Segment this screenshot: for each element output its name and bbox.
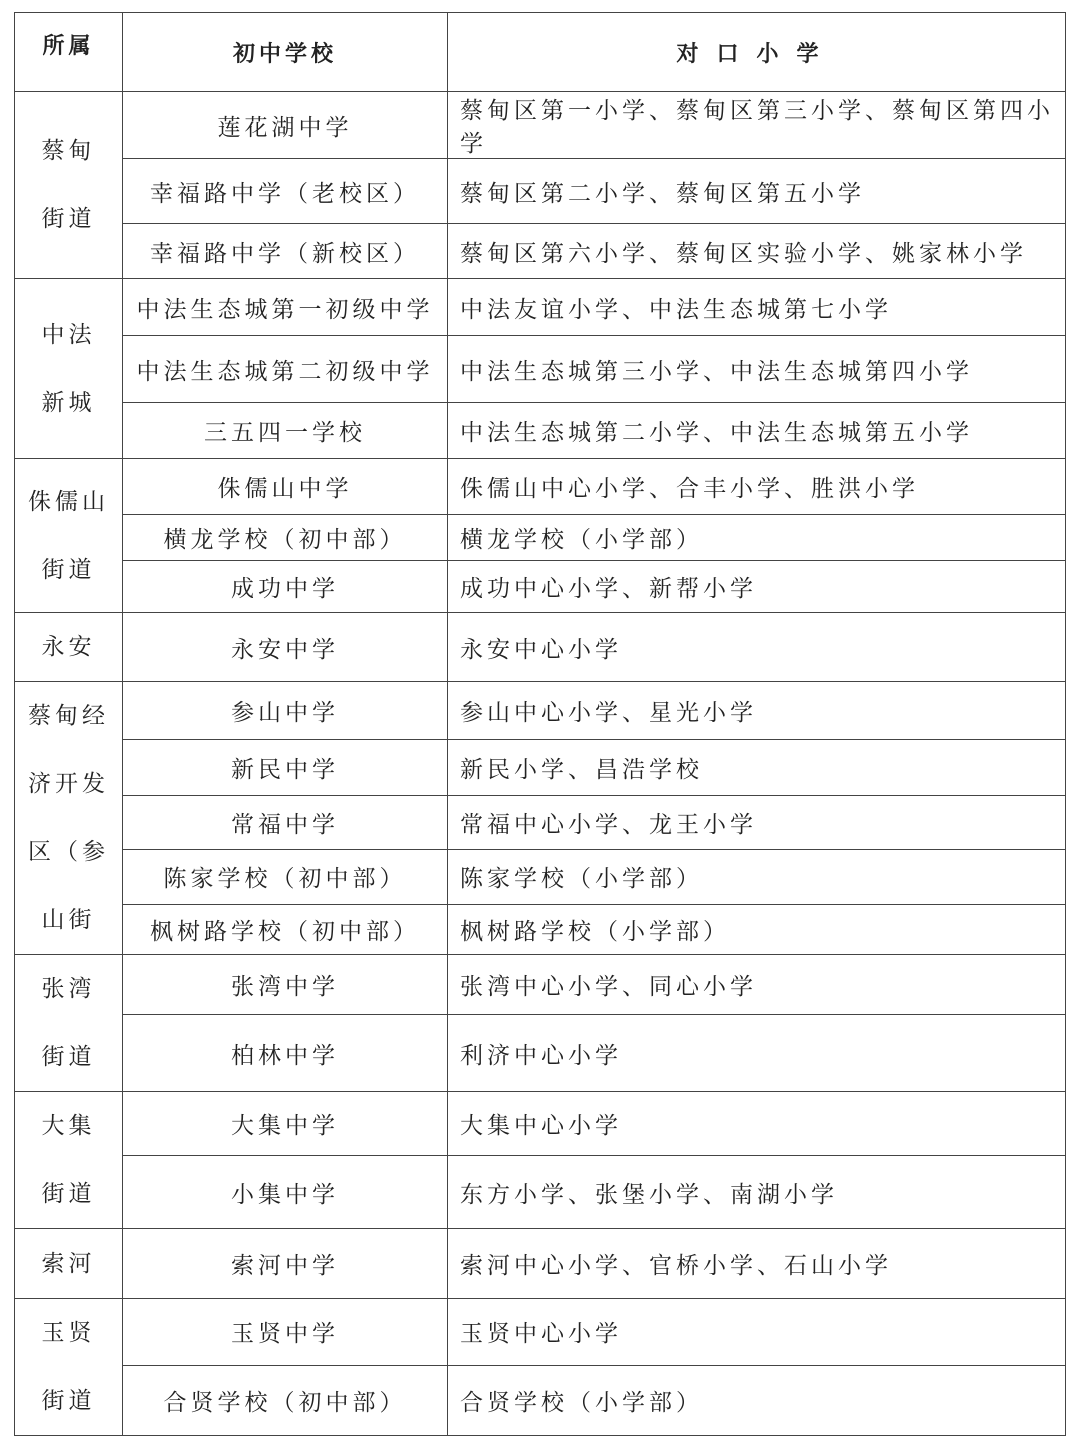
primary-school-cell: 侏儒山中心小学、合丰小学、胜洪小学 bbox=[448, 459, 1066, 515]
primary-school-cell: 常福中心小学、龙王小学 bbox=[448, 796, 1066, 849]
table-row bbox=[15, 561, 1066, 613]
table-row bbox=[15, 1365, 1066, 1435]
primary-school-cell: 大集中心小学 bbox=[448, 1092, 1066, 1156]
table-row bbox=[15, 1229, 1066, 1299]
primary-school-cell: 蔡甸区第六小学、蔡甸区实验小学、姚家林小学 bbox=[448, 224, 1066, 279]
middle-school-cell: 玉贤中学 bbox=[123, 1299, 448, 1366]
middle-school-cell: 莲花湖中学 bbox=[123, 92, 448, 159]
district-cell bbox=[15, 459, 123, 613]
district-label-line: 玉贤 bbox=[41, 1320, 96, 1346]
district-cell bbox=[15, 613, 123, 682]
header-district: 所属 bbox=[15, 13, 123, 92]
district-label-line: 中法 bbox=[41, 321, 96, 348]
table-row bbox=[15, 613, 1066, 682]
table-row bbox=[15, 1299, 1066, 1366]
middle-school-cell: 索河中学 bbox=[123, 1229, 448, 1299]
primary-school-cell: 参山中心小学、星光小学 bbox=[448, 682, 1066, 740]
primary-school-cell: 中法生态城第三小学、中法生态城第四小学 bbox=[448, 336, 1066, 403]
middle-school-cell: 枫树路学校（初中部） bbox=[123, 904, 448, 954]
district-label-line: 街道 bbox=[41, 556, 96, 583]
primary-school-cell: 中法生态城第二小学、中法生态城第五小学 bbox=[448, 403, 1066, 459]
district-label-line: 济开发 bbox=[28, 771, 109, 797]
header-primary-school: 对口小学 bbox=[448, 13, 1066, 92]
district-label-line: 永安 bbox=[41, 634, 96, 660]
middle-school-cell: 参山中学 bbox=[123, 682, 448, 740]
table-row bbox=[15, 904, 1066, 954]
district-label-line: 街道 bbox=[41, 1181, 96, 1207]
district-label-line: 山街 bbox=[41, 907, 96, 933]
table-row bbox=[15, 159, 1066, 224]
primary-school-cell: 蔡甸区第二小学、蔡甸区第五小学 bbox=[448, 159, 1066, 224]
table-row bbox=[15, 279, 1066, 336]
district-label-line: 街道 bbox=[41, 1044, 96, 1070]
table-row bbox=[15, 740, 1066, 796]
district-label-line: 街道 bbox=[41, 206, 96, 232]
district-cell bbox=[15, 279, 123, 459]
district-cell bbox=[15, 92, 123, 279]
primary-school-cell: 新民小学、昌浩学校 bbox=[448, 740, 1066, 796]
primary-school-cell: 永安中心小学 bbox=[448, 613, 1066, 682]
district-cell bbox=[15, 955, 123, 1092]
district-label-line: 张湾 bbox=[41, 976, 96, 1002]
middle-school-cell: 三五四一学校 bbox=[123, 403, 448, 459]
middle-school-cell: 成功中学 bbox=[123, 561, 448, 613]
table-row bbox=[15, 459, 1066, 515]
primary-school-cell: 枫树路学校（小学部） bbox=[448, 904, 1066, 954]
primary-school-cell: 索河中心小学、官桥小学、石山小学 bbox=[448, 1229, 1066, 1299]
middle-school-cell: 小集中学 bbox=[123, 1156, 448, 1229]
district-label-line: 大集 bbox=[41, 1113, 96, 1139]
primary-school-cell: 成功中心小学、新帮小学 bbox=[448, 561, 1066, 613]
primary-school-cell: 横龙学校（小学部） bbox=[448, 515, 1066, 561]
table-row bbox=[15, 1156, 1066, 1229]
district-label-line: 索河 bbox=[41, 1250, 96, 1277]
primary-school-cell: 玉贤中心小学 bbox=[448, 1299, 1066, 1366]
table-row bbox=[15, 1015, 1066, 1092]
table-header-row bbox=[15, 13, 1066, 92]
district-label-line: 蔡甸 bbox=[41, 138, 96, 164]
middle-school-cell: 中法生态城第二初级中学 bbox=[123, 336, 448, 403]
district-cell bbox=[15, 1229, 123, 1299]
middle-school-cell: 横龙学校（初中部） bbox=[123, 515, 448, 561]
table-row bbox=[15, 336, 1066, 403]
middle-school-cell: 侏儒山中学 bbox=[123, 459, 448, 515]
district-label-line: 新城 bbox=[41, 389, 96, 416]
table-row bbox=[15, 515, 1066, 561]
middle-school-cell: 幸福路中学（新校区） bbox=[123, 224, 448, 279]
school-district-table bbox=[14, 12, 1066, 1436]
middle-school-cell: 大集中学 bbox=[123, 1092, 448, 1156]
middle-school-cell: 新民中学 bbox=[123, 740, 448, 796]
middle-school-cell: 中法生态城第一初级中学 bbox=[123, 279, 448, 336]
middle-school-cell: 常福中学 bbox=[123, 796, 448, 849]
table-row bbox=[15, 955, 1066, 1015]
table-row bbox=[15, 92, 1066, 159]
district-label-line: 蔡甸经 bbox=[28, 703, 109, 729]
middle-school-cell: 张湾中学 bbox=[123, 955, 448, 1015]
middle-school-cell: 永安中学 bbox=[123, 613, 448, 682]
primary-school-cell: 张湾中心小学、同心小学 bbox=[448, 955, 1066, 1015]
primary-school-cell: 东方小学、张堡小学、南湖小学 bbox=[448, 1156, 1066, 1229]
district-label-line: 区（参 bbox=[28, 839, 109, 865]
middle-school-cell: 柏林中学 bbox=[123, 1015, 448, 1092]
table-row bbox=[15, 682, 1066, 740]
district-cell bbox=[15, 682, 123, 955]
primary-school-cell: 陈家学校（小学部） bbox=[448, 849, 1066, 904]
middle-school-cell: 陈家学校（初中部） bbox=[123, 849, 448, 904]
district-label-line: 街道 bbox=[41, 1388, 96, 1414]
middle-school-cell: 合贤学校（初中部） bbox=[123, 1365, 448, 1435]
district-cell bbox=[15, 1092, 123, 1229]
table-row bbox=[15, 403, 1066, 459]
table-row bbox=[15, 796, 1066, 849]
table-row bbox=[15, 224, 1066, 279]
header-middle-school: 初中学校 bbox=[123, 13, 448, 92]
table-row bbox=[15, 849, 1066, 904]
district-cell bbox=[15, 1299, 123, 1436]
primary-school-cell: 中法友谊小学、中法生态城第七小学 bbox=[448, 279, 1066, 336]
primary-school-cell: 合贤学校（小学部） bbox=[448, 1365, 1066, 1435]
primary-school-cell: 利济中心小学 bbox=[448, 1015, 1066, 1092]
district-label-line: 侏儒山 bbox=[28, 488, 109, 515]
primary-school-cell: 蔡甸区第一小学、蔡甸区第三小学、蔡甸区第四小学 bbox=[448, 92, 1066, 159]
middle-school-cell: 幸福路中学（老校区） bbox=[123, 159, 448, 224]
table-row bbox=[15, 1092, 1066, 1156]
